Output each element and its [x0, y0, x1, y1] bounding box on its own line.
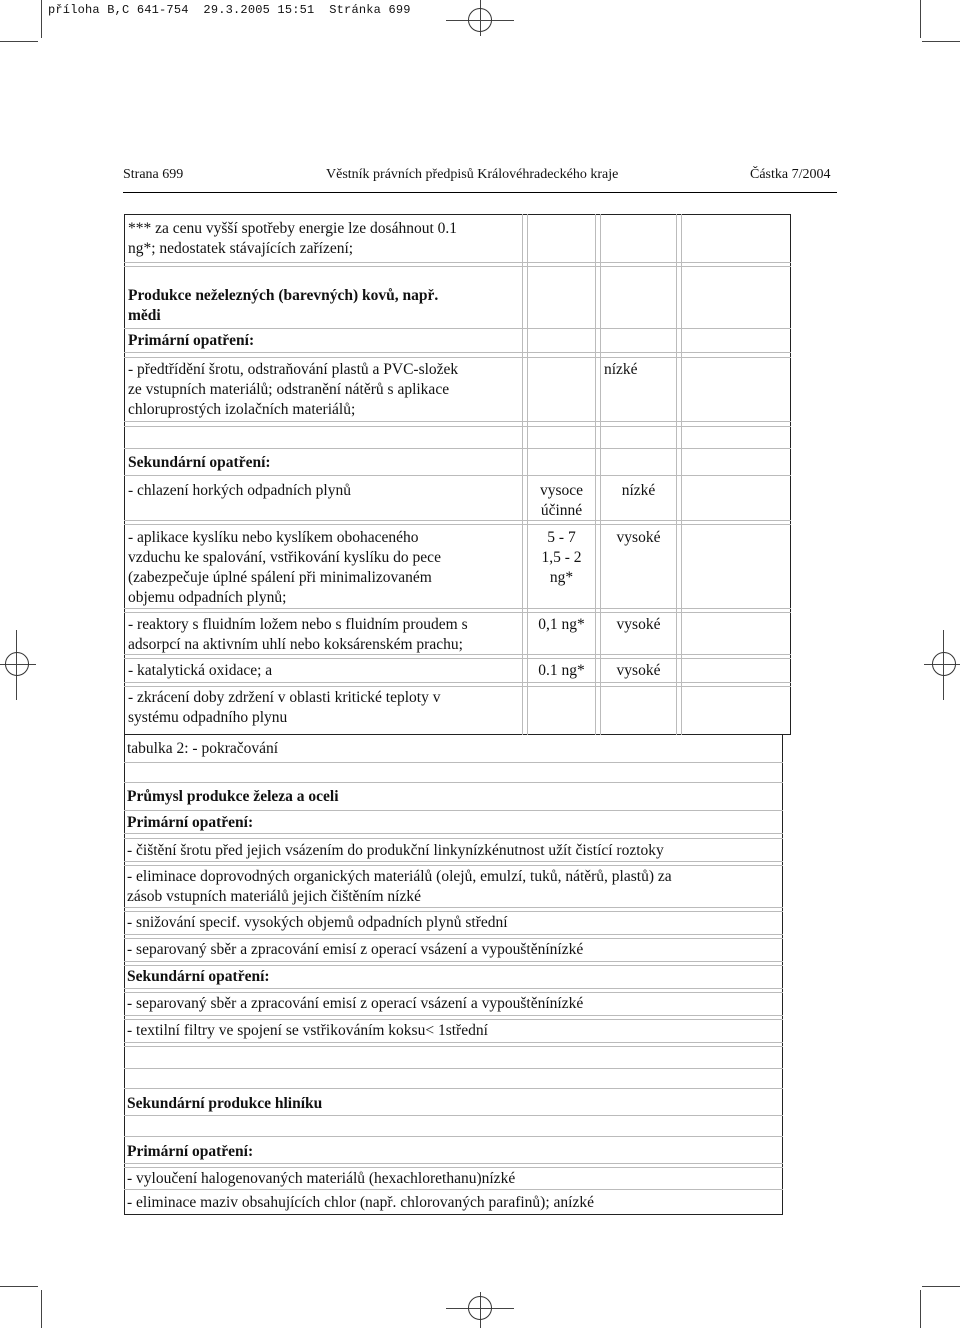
efficiency-cell: 0,1 ng*	[538, 616, 585, 633]
header-page-number: Strana 699	[123, 167, 184, 182]
table-caption: tabulka 2: - pokračování	[127, 740, 279, 757]
measure-text: - snižování specif. vysokých objemů odpadních plynů střední	[127, 914, 508, 931]
cost-cell: vysoké	[616, 616, 661, 633]
header-journal-title: Věstník právních předpisů Královéhradeckého kraje	[326, 167, 619, 182]
registration-mark-icon	[468, 8, 492, 32]
crop-mark	[922, 1286, 960, 1287]
measure-text: - separovaný sběr a zpracování emisí z operací vsázení a vypouštěnínízké	[127, 995, 584, 1012]
crop-mark	[922, 41, 960, 42]
section-title: mědi	[128, 307, 161, 324]
crop-mark	[920, 0, 921, 38]
efficiency-cell: 1,5 - 2	[541, 549, 582, 566]
measure-text: - eliminace maziv obsahujících chlor (např. chlorovaných parafinů); anízké	[127, 1194, 594, 1211]
registration-mark-icon	[468, 1296, 492, 1320]
efficiency-cell: 5 - 7	[547, 529, 576, 546]
primary-measures-heading: Primární opatření:	[128, 332, 255, 349]
measure-text: - zkrácení doby zdržení v oblasti kritické teploty v	[128, 689, 441, 706]
cost-cell: nízké	[604, 361, 638, 378]
section-title: Sekundární produkce hliníku	[127, 1095, 323, 1112]
measure-text: objemu odpadních plynů;	[128, 589, 287, 606]
registration-mark-icon	[5, 652, 29, 676]
footnote-line: *** za cenu vyšší spotřeby energie lze dosáhnout 0.1	[128, 220, 458, 237]
header-issue: Částka 7/2004	[750, 167, 831, 182]
measure-text: (zabezpečuje úplné spálení při minimalizovaném	[128, 569, 432, 586]
measure-text: systému odpadního plynu	[128, 709, 288, 726]
measure-text: - separovaný sběr a zpracování emisí z operací vsázení a vypouštěnínízké	[127, 941, 584, 958]
measure-text: - katalytická oxidace; a	[128, 662, 273, 679]
registration-mark-icon	[932, 652, 956, 676]
section-title: Průmysl produkce železa a oceli	[127, 788, 339, 805]
measure-text: vzduchu ke spalování, vstřikování kyslíku do pece	[128, 549, 441, 566]
measure-text: - chlazení horkých odpadních plynů	[128, 482, 351, 499]
measure-text: - předtřídění šrotu, odstraňování plastů a PVC-složek	[128, 361, 459, 378]
crop-mark	[41, 0, 42, 38]
primary-measures-heading: Primární opatření:	[127, 1143, 254, 1160]
efficiency-cell: účinné	[540, 502, 583, 519]
cost-cell: vysoké	[616, 662, 661, 679]
measure-text: - reaktory s fluidním ložem nebo s fluidním proudem s	[128, 616, 468, 633]
efficiency-cell: vysoce	[539, 482, 584, 499]
efficiency-cell: 0.1 ng*	[538, 662, 585, 679]
measure-text: - čištění šrotu před jejich vsázením do produkční linkynízkénutnost užít čistící roztoky	[127, 842, 664, 859]
measure-text: - textilní filtry ve spojení se vstřikováním koksu< 1střední	[127, 1022, 488, 1039]
measure-text: zásob vstupních materiálů jejich čištěním nízké	[127, 888, 421, 905]
crop-mark	[41, 1290, 42, 1328]
print-slug: příloha B,C 641-754 29.3.2005 15:51 Stránka 699	[48, 3, 411, 17]
efficiency-cell: ng*	[549, 569, 574, 586]
measure-text: - vyloučení halogenovaných materiálů (hexachlorethanu)nízké	[127, 1170, 516, 1187]
secondary-measures-heading: Sekundární opatření:	[127, 968, 270, 985]
measure-text: - eliminace doprovodných organických materiálů (olejů, emulzí, tuků, nátěrů, plastů) za	[127, 868, 672, 885]
crop-mark	[920, 1290, 921, 1328]
measure-text: ze vstupních materiálů; odstranění nátěrů s aplikace	[128, 381, 450, 398]
secondary-measures-heading: Sekundární opatření:	[128, 454, 271, 471]
crop-mark	[0, 1286, 38, 1287]
header-rule	[123, 192, 837, 193]
footnote-line: ng*; nedostatek stávajících zařízení;	[128, 240, 354, 257]
measure-text: chloruprostých izolačních materiálů;	[128, 401, 356, 418]
section-title: Produkce neželezných (barevných) kovů, např.	[128, 287, 439, 304]
cost-cell: nízké	[621, 482, 656, 499]
measure-text: - aplikace kyslíku nebo kyslíkem obohaceného	[128, 529, 419, 546]
cost-cell: vysoké	[616, 529, 661, 546]
crop-mark	[0, 41, 38, 42]
primary-measures-heading: Primární opatření:	[127, 814, 254, 831]
measure-text: adsorpcí na aktivním uhlí nebo koksárenském prachu;	[128, 636, 463, 653]
